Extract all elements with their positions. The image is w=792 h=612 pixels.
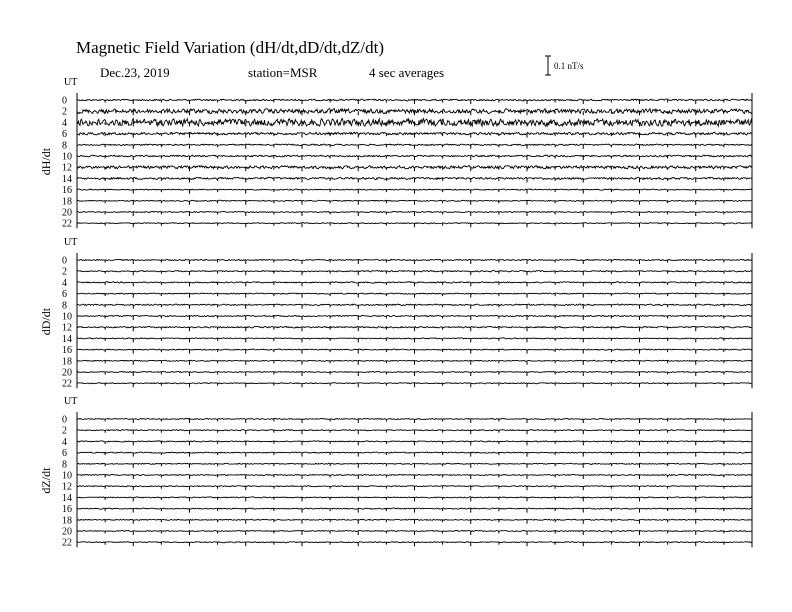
hour-tick-label: 12 (62, 481, 72, 493)
hour-tick-label: 8 (62, 459, 67, 471)
hour-tick-label: 0 (62, 414, 67, 426)
hour-tick-label: 20 (62, 207, 72, 219)
hour-tick-label: 6 (62, 448, 67, 460)
hour-tick-label: 4 (62, 117, 67, 129)
hour-tick-label: 8 (62, 140, 67, 152)
hour-tick-label: 16 (62, 185, 72, 197)
hour-tick-label: 4 (62, 277, 67, 289)
date-label: Dec.23, 2019 (100, 65, 170, 80)
panel-label-1: dD/dt (39, 307, 53, 336)
hour-tick-label: 6 (62, 289, 67, 301)
hour-tick-label: 0 (62, 95, 67, 107)
hour-tick-label: 2 (62, 106, 67, 118)
hour-tick-label: 14 (62, 492, 72, 504)
hour-tick-label: 10 (62, 470, 72, 482)
hour-tick-label: 16 (62, 504, 72, 516)
panel-0 (39, 77, 752, 230)
hour-tick-label: 14 (62, 173, 72, 185)
hour-tick-label: 6 (62, 129, 67, 141)
panel-label-2: dZ/dt (39, 467, 53, 494)
hour-tick-label: 22 (62, 218, 72, 230)
hour-tick-label: 10 (62, 311, 72, 323)
hour-tick-label: 2 (62, 425, 67, 437)
scale-bar-label: 0.1 nT/s (554, 61, 584, 71)
hour-tick-label: 12 (62, 162, 72, 174)
hour-tick-label: 2 (62, 266, 67, 278)
ut-label: UT (64, 77, 78, 88)
hour-tick-label: 8 (62, 300, 67, 312)
chart-title: Magnetic Field Variation (dH/dt,dD/dt,dZ/dt) (76, 38, 385, 57)
hour-tick-label: 22 (62, 378, 72, 390)
hour-tick-label: 18 (62, 196, 72, 208)
ut-label: UT (64, 237, 78, 248)
averaging-label: 4 sec averages (369, 65, 445, 80)
hour-tick-label: 20 (62, 526, 72, 538)
hour-tick-label: 4 (62, 436, 67, 448)
hour-tick-label: 10 (62, 151, 72, 163)
panel-1 (39, 237, 752, 390)
hour-tick-label: 18 (62, 356, 72, 368)
ut-label: UT (64, 396, 78, 407)
panels-group (39, 77, 752, 549)
hour-tick-label: 0 (62, 255, 67, 267)
station-label: station=MSR (248, 65, 318, 80)
hour-tick-label: 18 (62, 515, 72, 527)
panel-2 (39, 396, 752, 549)
scale-bar (545, 56, 584, 75)
hour-tick-label: 12 (62, 322, 72, 334)
hour-tick-label: 14 (62, 333, 72, 345)
hour-tick-label: 20 (62, 367, 72, 379)
hour-tick-label: 16 (62, 345, 72, 357)
panel-label-0: dH/dt (39, 147, 53, 176)
hour-tick-label: 22 (62, 537, 72, 549)
